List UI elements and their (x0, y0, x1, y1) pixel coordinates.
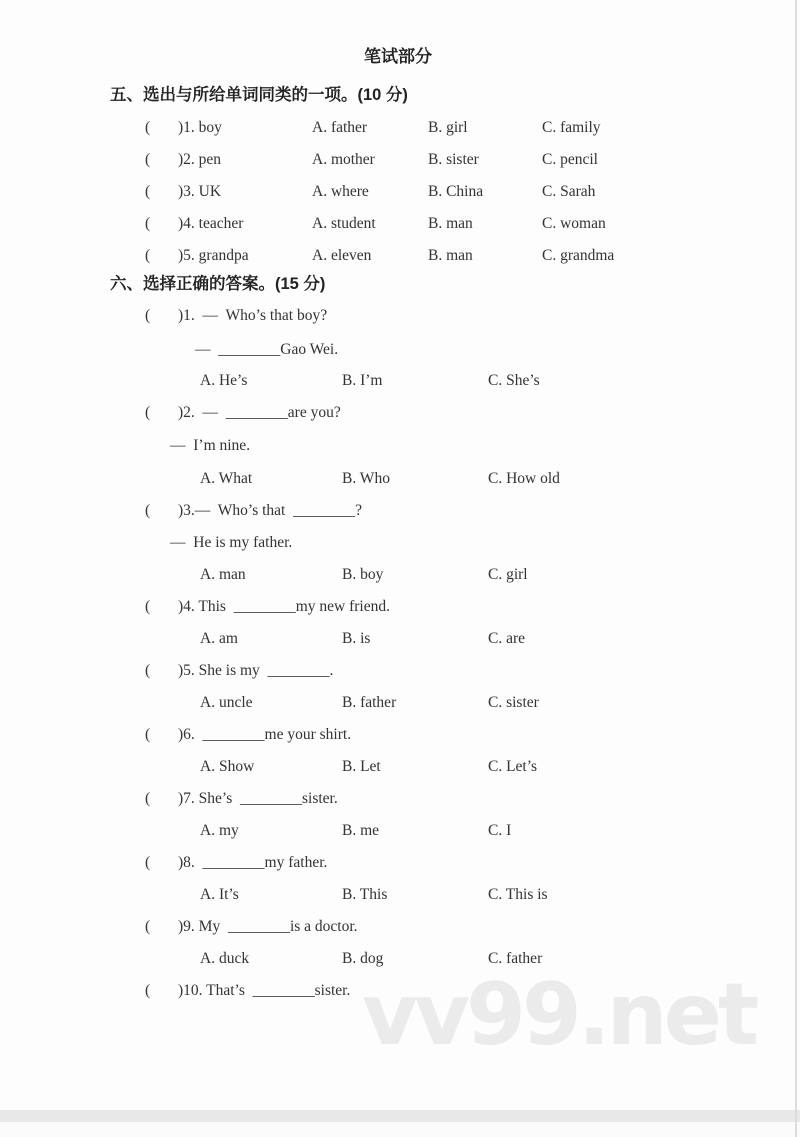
option-c: C. She’s (488, 372, 540, 389)
options-row (0, 943, 796, 975)
answer-paren: ( (145, 918, 151, 935)
question-row (0, 591, 796, 623)
option-a: A. eleven (312, 247, 372, 264)
answer-paren: ( (145, 662, 151, 679)
question-label: )3. UK (178, 183, 222, 200)
options-row (0, 623, 796, 655)
option-b: B. China (428, 183, 484, 200)
section6-heading: 六、选择正确的答案。 (110, 275, 275, 293)
option-c: C. father (488, 950, 543, 967)
page-title (0, 41, 796, 73)
question-label: )1. boy (178, 119, 222, 136)
answer-paren: ( (145, 598, 151, 615)
question-text: — ________Gao Wei. (195, 341, 339, 358)
option-b: B. Who (342, 470, 390, 487)
option-a: A. Show (200, 758, 255, 775)
option-c: C. How old (488, 470, 560, 487)
options-row (0, 559, 796, 591)
option-b: B. sister (428, 151, 479, 168)
question-row (0, 911, 796, 943)
question-text: )10. That’s ________sister. (178, 982, 351, 999)
question-row (0, 334, 796, 366)
question-row (0, 719, 796, 751)
question-text: — He is my father. (170, 534, 293, 551)
option-c: C. This is (488, 886, 548, 903)
section5-header (0, 79, 796, 111)
answer-paren: ( (145, 854, 151, 871)
page-right-border (795, 0, 797, 1137)
options-row (0, 815, 796, 847)
question-row (0, 397, 796, 429)
page-title-text: 笔试部分 (364, 47, 432, 66)
question-row (0, 655, 796, 687)
option-a: A. It’s (200, 886, 239, 903)
option-b: B. me (342, 822, 380, 839)
options-row (0, 751, 796, 783)
answer-paren: ( (145, 307, 151, 324)
option-c: C. are (488, 630, 526, 647)
option-a: A. where (312, 183, 369, 200)
option-c: C. girl (488, 566, 528, 583)
next-page-edge (0, 1122, 800, 1137)
question-row (0, 847, 796, 879)
answer-paren: ( (145, 183, 151, 200)
answer-paren: ( (145, 119, 151, 136)
page-break-band (0, 1110, 800, 1122)
option-a: A. my (200, 822, 239, 839)
question-text: )7. She’s ________sister. (178, 790, 338, 807)
question-row (0, 300, 796, 332)
option-c: C. family (542, 119, 601, 136)
question-row (0, 975, 796, 1007)
option-a: A. uncle (200, 694, 253, 711)
question-row (0, 430, 796, 462)
question-row (0, 527, 796, 559)
answer-paren: ( (145, 982, 151, 999)
answer-paren: ( (145, 502, 151, 519)
option-a: A. father (312, 119, 368, 136)
answer-paren: ( (145, 790, 151, 807)
option-b: B. is (342, 630, 371, 647)
option-a: A. student (312, 215, 376, 232)
section5-heading: 五、选出与所给单词同类的一项。 (110, 86, 358, 104)
question-row (0, 112, 796, 144)
question-text: )2. — ________are you? (178, 404, 341, 421)
question-label: )2. pen (178, 151, 222, 168)
option-c: C. sister (488, 694, 539, 711)
option-a: A. duck (200, 950, 250, 967)
option-a: A. mother (312, 151, 375, 168)
question-text: )8. ________my father. (178, 854, 328, 871)
option-b: B. dog (342, 950, 384, 967)
section6-header (0, 268, 796, 300)
options-row (0, 879, 796, 911)
question-row (0, 208, 796, 240)
answer-paren: ( (145, 726, 151, 743)
option-a: A. am (200, 630, 238, 647)
options-row (0, 687, 796, 719)
option-c: C. woman (542, 215, 606, 232)
option-c: C. Let’s (488, 758, 538, 775)
options-row (0, 463, 796, 495)
question-text: )6. ________me your shirt. (178, 726, 352, 743)
watermark: vv99.net (362, 965, 756, 1065)
section6-points: (15 分) (275, 275, 326, 293)
option-b: B. man (428, 247, 473, 264)
option-a: A. man (200, 566, 246, 583)
option-c: C. I (488, 822, 512, 839)
answer-paren: ( (145, 215, 151, 232)
question-row (0, 144, 796, 176)
option-c: C. grandma (542, 247, 615, 264)
answer-paren: ( (145, 247, 151, 264)
section5-points: (10 分) (357, 86, 408, 104)
question-text: )9. My ________is a doctor. (178, 918, 358, 935)
options-row (0, 365, 796, 397)
question-text: — I’m nine. (170, 437, 251, 454)
option-b: B. man (428, 215, 473, 232)
option-b: B. This (342, 886, 388, 903)
question-label: )4. teacher (178, 215, 244, 232)
question-row (0, 495, 796, 527)
option-b: B. I’m (342, 372, 383, 389)
question-text: )5. She is my ________. (178, 662, 334, 679)
option-b: B. father (342, 694, 397, 711)
option-b: B. girl (428, 119, 468, 136)
option-c: C. Sarah (542, 183, 596, 200)
question-text: )3.— Who’s that ________? (178, 502, 362, 519)
answer-paren: ( (145, 151, 151, 168)
option-a: A. He’s (200, 372, 248, 389)
question-row (0, 783, 796, 815)
option-b: B. boy (342, 566, 384, 583)
option-b: B. Let (342, 758, 381, 775)
question-row (0, 176, 796, 208)
answer-paren: ( (145, 404, 151, 421)
question-text: )1. — Who’s that boy? (178, 307, 328, 324)
question-label: )5. grandpa (178, 247, 249, 264)
option-c: C. pencil (542, 151, 598, 168)
option-a: A. What (200, 470, 253, 487)
question-text: )4. This ________my new friend. (178, 598, 390, 615)
